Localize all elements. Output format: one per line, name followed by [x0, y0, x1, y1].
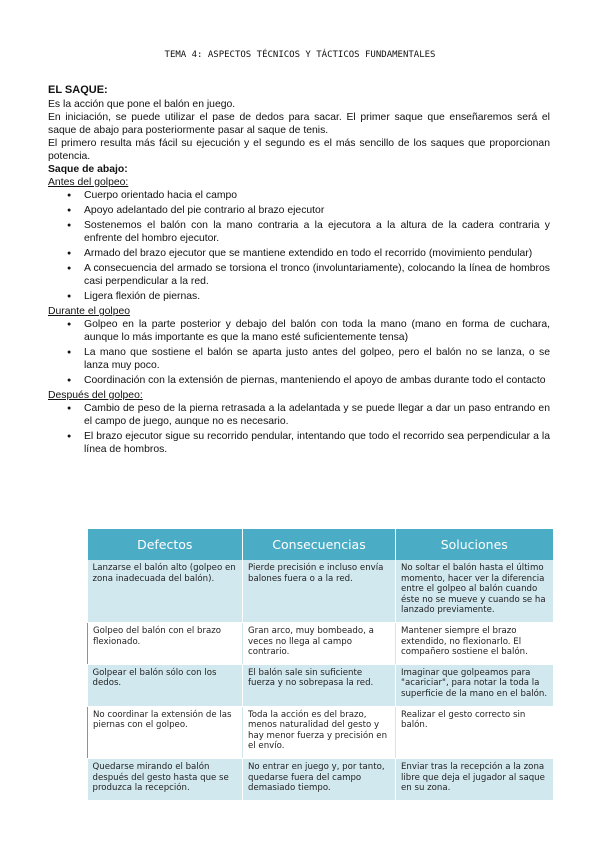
table-cell: El balón sale sin suficiente fuerza y no sobrepasa la red.	[243, 664, 396, 706]
table-row	[88, 664, 553, 706]
table-cell: No coordinar la extensión de las piernas con el golpeo.	[88, 706, 243, 758]
table-cell: Enviar tras la recepción a la zona libre que deja el jugador al saque en su zona.	[396, 758, 553, 800]
page-title: TEMA 4: ASPECTOS TÉCNICOS Y TÁCTICOS FUNDAMENTALES	[164, 50, 436, 60]
phase-list-antes	[48, 189, 550, 303]
header-defectos: Defectos	[88, 529, 243, 560]
list-item: ● Cuerpo orientado hacia el campo	[84, 189, 550, 202]
table-cell: Quedarse mirando el balón después del gesto hasta que se produzca la recepción.	[88, 758, 243, 800]
list-item: ● A consecuencia del armado se torsiona el tronco (involuntariamente), colocando la línea de hombros casi perpendicular a la red.	[84, 262, 550, 288]
intro-paragraph-2: En iniciación, se puede utilizar el pase de dedos para sacar. El primer saque que enseñaremos será el saque de abajo para posteriormente pasar al saque de tenis.	[48, 112, 550, 136]
subheading-saque-abajo: Saque de abajo:	[48, 164, 128, 175]
errors-table	[87, 529, 553, 801]
table-row	[88, 706, 553, 758]
phase-title-durante: Durante el golpeo	[48, 306, 131, 317]
list-item: ● Sostenemos el balón con la mano contraria a la ejecutora a la altura de la cadera contraria y enfrente del hombro ejecutor.	[84, 219, 550, 245]
list-item: ● Armado del brazo ejecutor que se mantiene extendido en todo el recorrido (movimiento pendular)	[84, 247, 550, 260]
list-item: ● El brazo ejecutor sigue su recorrido pendular, intentando que todo el recorrido sea perpendicular a la línea de hombros.	[84, 430, 550, 456]
table-row	[88, 622, 553, 664]
list-item: ● Coordinación con la extensión de piernas, manteniendo el apoyo de ambas durante todo el contacto	[84, 374, 550, 387]
table-cell: Realizar el gesto correcto sin balón.	[396, 706, 553, 758]
phase-list-despues	[48, 402, 550, 456]
phase-title-despues: Después del golpeo:	[48, 390, 143, 401]
list-item: ● Apoyo adelantado del pie contrario al brazo ejecutor	[84, 204, 550, 217]
header-soluciones: Soluciones	[396, 529, 553, 560]
header-consecuencias: Consecuencias	[243, 529, 396, 560]
table-cell: Gran arco, muy bombeado, a veces no llega al campo contrario.	[243, 622, 396, 664]
list-item: ● La mano que sostiene el balón se aparta justo antes del golpeo, pero el balón no se lanza, o se lanza muy poco.	[84, 346, 550, 372]
phase-list-durante	[48, 318, 550, 387]
list-item: ● Cambio de peso de la pierna retrasada a la adelantada y se puede llegar a dar un paso entrando en el campo de juego, aunque no es necesario.	[84, 402, 550, 428]
table-cell: Mantener siempre el brazo extendido, no flexionarlo. El compañero sostiene el balón.	[396, 622, 553, 664]
list-item: ● Golpeo en la parte posterior y debajo del balón con toda la mano (mano en forma de cuchara, aunque lo más importante es que la mano esté suficientemente tensa)	[84, 318, 550, 344]
section-heading: EL SAQUE:	[48, 84, 108, 96]
table-cell: Lanzarse el balón alto (golpeo en zona inadecuada del balón).	[88, 560, 243, 622]
phase-title-antes: Antes del golpeo:	[48, 177, 129, 188]
table-row	[88, 560, 553, 622]
table-cell: Pierde precisión e incluso envía balones fuera o a la red.	[243, 560, 396, 622]
table-cell: Golpear el balón sólo con los dedos.	[88, 664, 243, 706]
table-cell: Imaginar que golpeamos para "acariciar", para notar la toda la superficie de la mano en el balón.	[396, 664, 553, 706]
table-header-row	[88, 529, 553, 560]
list-item: ● Ligera flexión de piernas.	[84, 290, 550, 303]
intro-paragraph-3: El primero resulta más fácil su ejecución y el segundo es el más sencillo de los saques que proporcionan potencia.	[48, 138, 550, 162]
table-cell: Golpeo del balón con el brazo flexionado.	[88, 622, 243, 664]
table-row	[88, 758, 553, 800]
table-cell: Toda la acción es del brazo, menos naturalidad del gesto y hay menor fuerza y precisión en el envío.	[243, 706, 396, 758]
document-body	[48, 84, 550, 458]
intro-paragraph-1: Es la acción que pone el balón en juego.	[48, 99, 236, 110]
errors-table-container	[87, 529, 552, 801]
table-cell: No entrar en juego y, por tanto, quedarse fuera del campo demasiado tiempo.	[243, 758, 396, 800]
table-cell: No soltar el balón hasta el último momento, hacer ver la diferencia entre el golpeo al balón cuando éste no se mueve y cuando se ha lanzado previamente.	[396, 560, 553, 622]
